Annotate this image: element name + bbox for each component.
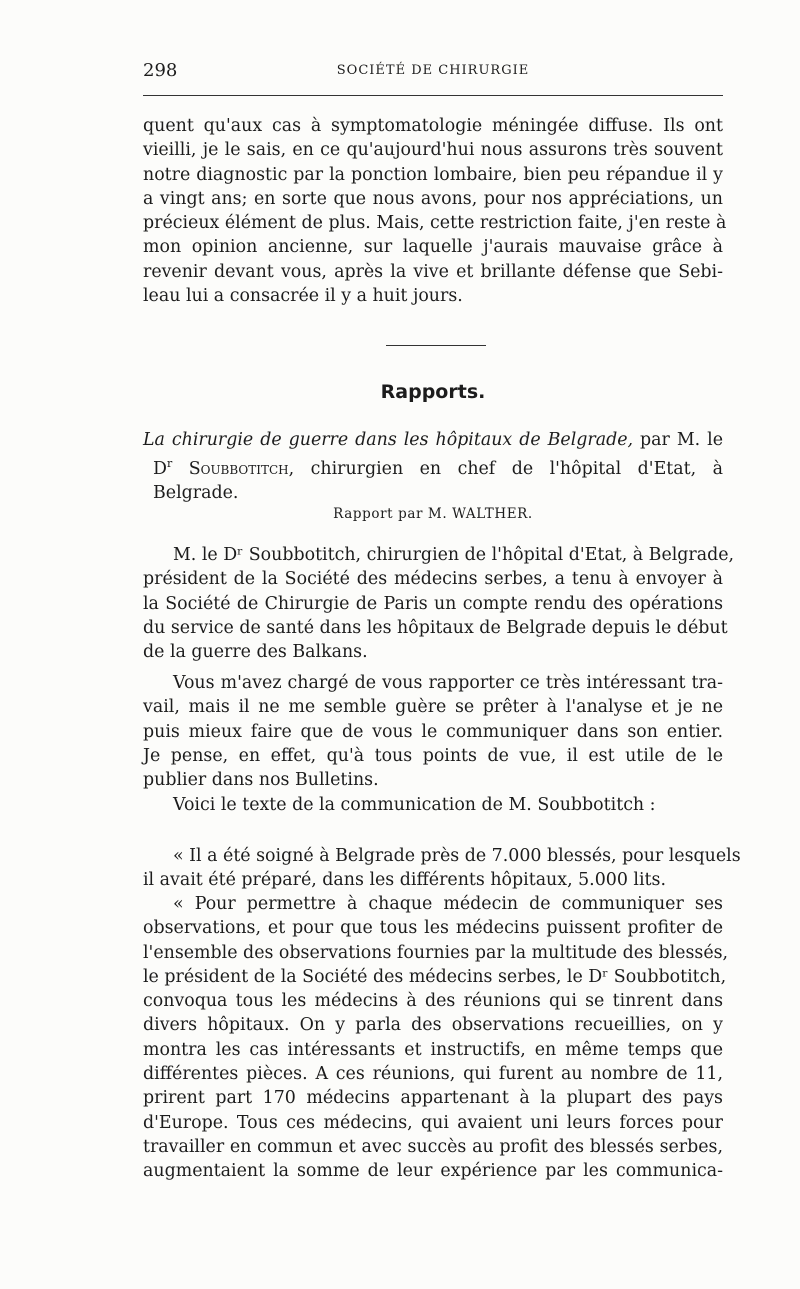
text-line: montra les cas intéressants et instructifs, en même temps que bbox=[143, 1039, 723, 1060]
doctor-prefix: D bbox=[153, 459, 167, 480]
text-line: prirent part 170 médecins appartenant à la plupart des pays bbox=[143, 1088, 723, 1109]
text-line: vail, mais il ne me semble guère se prêter à l'analyse et je ne bbox=[143, 697, 723, 718]
text-line: d'Europe. Tous ces médecins, qui avaient uni leurs forces pour bbox=[143, 1112, 723, 1133]
text-line: notre diagnostic par la ponction lombaire, bien peu répandue il y bbox=[143, 164, 723, 185]
text-line: Je pense, en effet, qu'à tous points de vue, il est utile de le bbox=[143, 745, 723, 766]
text-line: observations, et pour que tous les médecins puissent profiter de bbox=[143, 918, 723, 939]
reference-line bbox=[143, 428, 723, 452]
running-header bbox=[143, 60, 723, 82]
report-by-line: Rapport par M. WALTHER. bbox=[333, 506, 533, 522]
text-line: revenir devant vous, après la vive et brillante défense que Sebi- bbox=[143, 261, 723, 282]
body-paragraph bbox=[143, 543, 735, 664]
reference-author-prefix: par M. le bbox=[633, 430, 723, 450]
reference-line: Belgrade. bbox=[153, 483, 239, 504]
text-line: quent qu'aux cas à symptomatologie méningée diffuse. Ils ont bbox=[143, 116, 723, 136]
text-line: de la guerre des Balkans. bbox=[143, 642, 368, 663]
text-line: la Société de Chirurgie de Paris un compte rendu des opérations bbox=[143, 593, 723, 614]
text-line: puis mieux faire que de vous le communiquer dans son entier. bbox=[143, 721, 723, 742]
text-line: l'ensemble des observations fournies par la multitude des blessés, bbox=[143, 942, 729, 963]
doctor-superscript: r bbox=[166, 457, 173, 471]
text-line: il avait été préparé, dans les différents hôpitaux, 5.000 lits. bbox=[143, 870, 667, 891]
section-title: Rapports. bbox=[380, 381, 486, 403]
text-line: président de la Société des médecins serbes, a tenu à envoyer à bbox=[143, 569, 723, 590]
text-line: convoqua tous les médecins à des réunions qui se tinrent dans bbox=[143, 991, 723, 1012]
text-line: Vous m'avez chargé de vous rapporter ce très intéressant tra- bbox=[173, 673, 723, 693]
body-paragraph bbox=[143, 793, 723, 817]
text-line: leau lui a consacrée il y a huit jours. bbox=[143, 286, 463, 307]
reference-line bbox=[143, 452, 723, 481]
text-line: du service de santé dans les hôpitaux de Belgrade depuis le début bbox=[143, 617, 728, 638]
reference-entry bbox=[143, 428, 723, 506]
quoted-paragraph bbox=[143, 892, 729, 1184]
running-title: SOCIÉTÉ DE CHIRURGIE bbox=[336, 63, 530, 78]
text-line: divers hôpitaux. On y parla des observations recueillies, on y bbox=[143, 1015, 723, 1036]
text-line: a vingt ans; en sorte que nous avons, pour nos appréciations, un bbox=[143, 188, 723, 209]
text-line: augmentaient la somme de leur expérience par les communica- bbox=[143, 1161, 723, 1182]
text-line: précieux élément de plus. Mais, cette restriction faite, j'en reste à bbox=[143, 213, 727, 234]
header-rule bbox=[143, 95, 723, 96]
text-line: « Il a été soigné à Belgrade près de 7.000 blessés, pour lesquels bbox=[173, 846, 741, 866]
text-line: vieilli, je le sais, en ce qu'aujourd'hui nous assurons très souvent bbox=[143, 140, 723, 161]
text-line: « Pour permettre à chaque médecin de communiquer ses bbox=[173, 894, 723, 914]
text-line: le président de la Société des médecins serbes, le Dʳ Soubbotitch, bbox=[143, 966, 727, 987]
author-name: Soubbotitch bbox=[188, 459, 289, 480]
text-line: M. le Dʳ Soubbotitch, chirurgien de l'hôpital d'Etat, à Belgrade, bbox=[173, 545, 735, 565]
reference-affiliation: , chirurgien en chef de l'hôpital d'Etat, à bbox=[288, 459, 723, 480]
section-divider bbox=[386, 345, 486, 346]
text-line: Voici le texte de la communication de M. Soubbotitch : bbox=[173, 795, 656, 815]
intro-paragraph bbox=[143, 114, 727, 308]
text-line: publier dans nos Bulletins. bbox=[143, 770, 379, 791]
quoted-paragraph bbox=[143, 844, 741, 893]
text-line: différentes pièces. A ces réunions, qui furent au nombre de 11, bbox=[143, 1064, 723, 1085]
reference-title: La chirurgie de guerre dans les hôpitaux de Belgrade, bbox=[143, 430, 634, 450]
text-line: mon opinion ancienne, sur laquelle j'aurais mauvaise grâce à bbox=[143, 237, 723, 258]
text-line: travailler en commun et avec succès au profit des blessés serbes, bbox=[143, 1136, 723, 1157]
body-paragraph bbox=[143, 671, 723, 792]
page-number: 298 bbox=[143, 60, 178, 81]
